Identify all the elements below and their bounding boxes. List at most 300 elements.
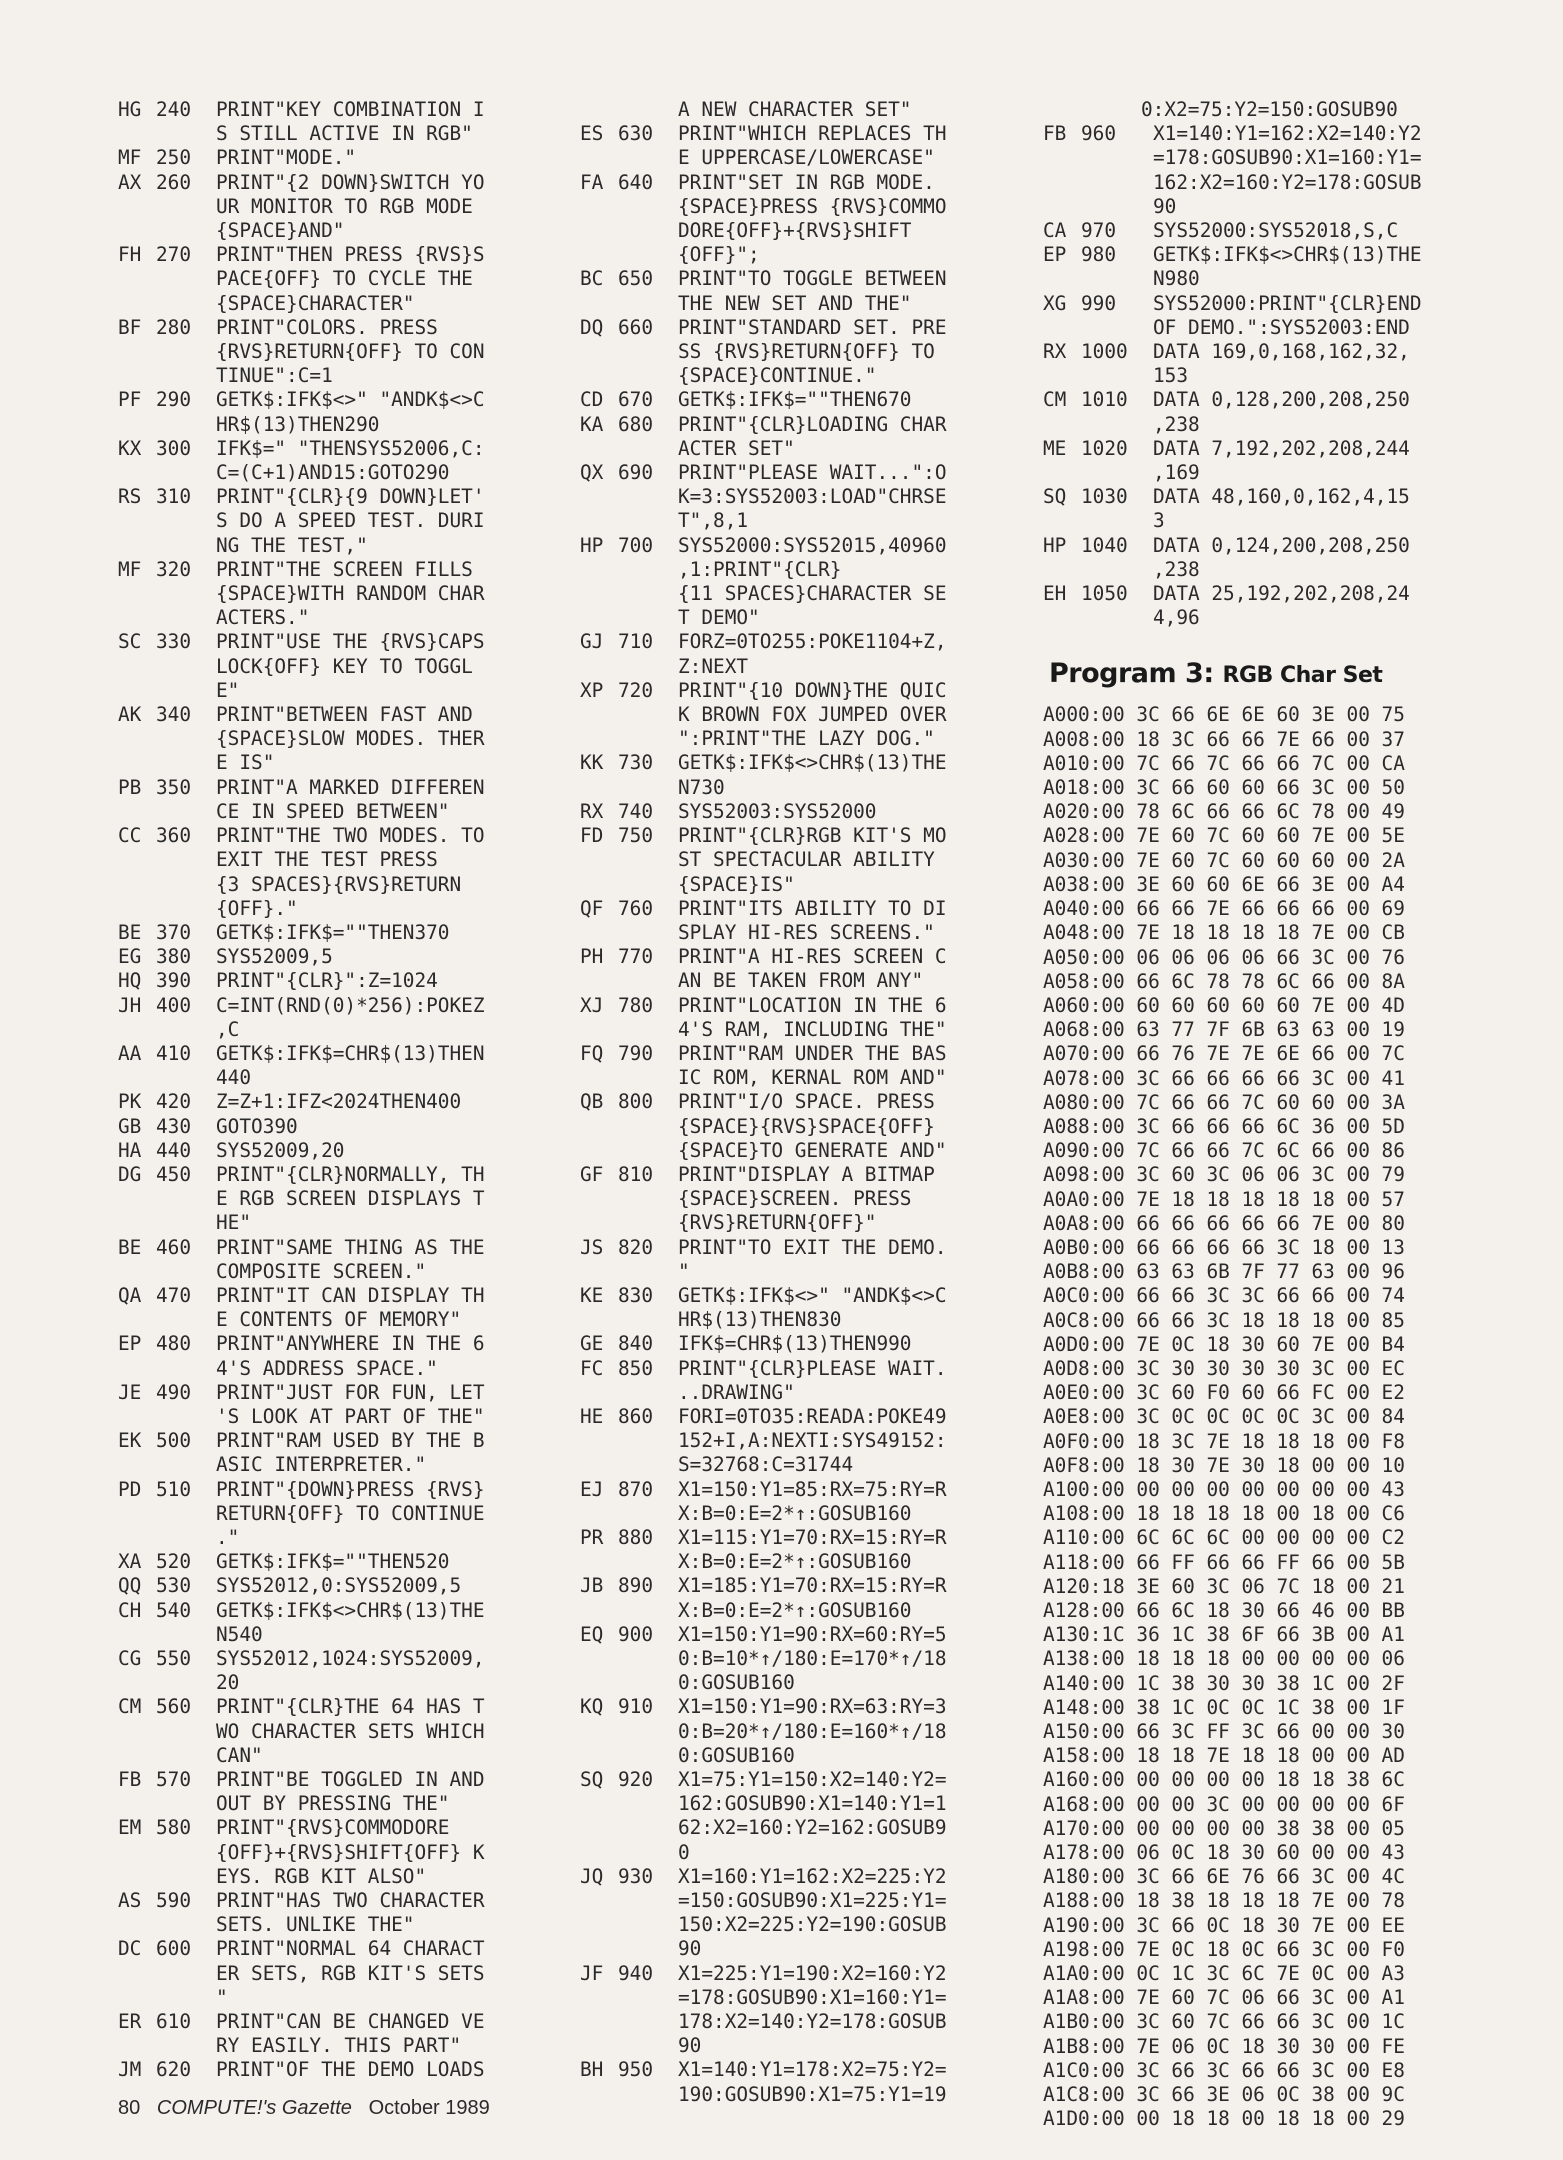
listing-line xyxy=(580,1865,1030,1962)
statement-row: SYS52003:SYS52000 xyxy=(678,799,877,823)
statement-row: {SPACE}CHARACTER" xyxy=(216,291,415,315)
program-3-title: Program 3: xyxy=(1049,658,1214,690)
line-number: 510 xyxy=(156,1477,192,1501)
statement xyxy=(216,98,552,146)
line-number: 660 xyxy=(618,315,654,339)
statement xyxy=(678,1236,1014,1284)
listing-line xyxy=(580,945,1030,993)
statement-row: ACTERS." xyxy=(216,606,310,630)
listing-line xyxy=(118,1647,568,1695)
statement-row: DORE{OFF}+{RVS}SHIFT xyxy=(678,219,912,243)
statement-row: ":PRINT"THE LAZY DOG." xyxy=(678,727,935,751)
line-number: 280 xyxy=(156,315,192,339)
listing-line xyxy=(118,1042,568,1090)
hex-line: A038:00 3E 60 60 6E 66 3E 00 A4 xyxy=(1043,872,1405,896)
listing-line xyxy=(118,2058,568,2082)
statement-row: S STILL ACTIVE IN RGB" xyxy=(216,122,473,146)
checksum-code: BE xyxy=(118,920,142,944)
statement-row: N540 xyxy=(216,1622,263,1646)
checksum-code: SC xyxy=(118,630,142,654)
statement xyxy=(216,2010,552,2058)
line-number: 680 xyxy=(618,412,654,436)
line-number: 850 xyxy=(618,1356,654,1380)
line-number: 420 xyxy=(156,1090,192,1114)
statement-row: PRINT"CAN BE CHANGED VE xyxy=(216,2010,485,2034)
line-number: 1020 xyxy=(1081,436,1128,460)
statement-row: PRINT"{CLR}{9 DOWN}LET' xyxy=(216,485,485,509)
hex-line: A0F8:00 18 30 7E 30 18 00 00 10 xyxy=(1043,1453,1405,1477)
hex-line: A0E8:00 3C 0C 0C 0C 0C 3C 00 84 xyxy=(1043,1405,1405,1429)
statement-row: IFK$=CHR$(13)THEN990 xyxy=(678,1332,912,1356)
statement-row: C=INT(RND(0)*256):POKEZ xyxy=(216,993,485,1017)
listing-line xyxy=(580,171,1030,268)
statement-row: E CONTENTS OF MEMORY" xyxy=(216,1308,462,1332)
statement-row: E RGB SCREEN DISPLAYS T xyxy=(216,1187,485,1211)
statement xyxy=(678,316,1014,389)
statement-row: PRINT"LOCATION IN THE 6 xyxy=(678,993,947,1017)
statement-row: DATA 7,192,202,208,244 xyxy=(1153,436,1410,460)
statement-row: X1=160:Y1=162:X2=225:Y2 xyxy=(678,1864,947,1888)
hex-line: A030:00 7E 60 7C 60 60 60 00 2A xyxy=(1043,848,1405,872)
statement-row: X:B=0:E=2*↑:GOSUB160 xyxy=(678,1550,912,1574)
statement-row: 90 xyxy=(678,1937,702,1961)
line-number: 380 xyxy=(156,945,192,969)
hex-line: A118:00 66 FF 66 66 FF 66 00 5B xyxy=(1043,1550,1405,1574)
hex-line: A088:00 3C 66 66 66 6C 36 00 5D xyxy=(1043,1114,1405,1138)
statement xyxy=(216,1937,552,2010)
statement-row: PRINT"OF THE DEMO LOADS xyxy=(216,2058,485,2082)
statement-row: SYS52009,20 xyxy=(216,1138,345,1162)
checksum-code: JQ xyxy=(580,1864,604,1888)
checksum-code: GE xyxy=(580,1332,604,1356)
statement xyxy=(216,146,552,170)
statement-row: T DEMO" xyxy=(678,606,760,630)
listing-line xyxy=(118,485,568,558)
statement-row: 3 xyxy=(1153,509,1165,533)
hex-line: A028:00 7E 60 7C 60 60 7E 00 5E xyxy=(1043,824,1405,848)
line-number: 890 xyxy=(618,1574,654,1598)
statement-row: PRINT"BETWEEN FAST AND xyxy=(216,703,473,727)
statement-row: 0:GOSUB160 xyxy=(678,1743,795,1767)
statement-row: PRINT"MODE." xyxy=(216,146,357,170)
line-number: 370 xyxy=(156,920,192,944)
listing-line xyxy=(580,751,1030,799)
listing-line xyxy=(580,1357,1030,1405)
checksum-code: GB xyxy=(118,1114,142,1138)
checksum-code: GF xyxy=(580,1162,604,1186)
checksum-code: QA xyxy=(118,1283,142,1307)
statement xyxy=(216,1574,552,1598)
checksum-code: JE xyxy=(118,1380,142,1404)
checksum-code: SQ xyxy=(1043,485,1067,509)
statement xyxy=(1043,98,1398,122)
statement-row: {SPACE}PRESS {RVS}COMMO xyxy=(678,194,947,218)
checksum-code: EJ xyxy=(580,1477,604,1501)
line-number: 770 xyxy=(618,945,654,969)
checksum-code: DQ xyxy=(580,315,604,339)
checksum-code: KA xyxy=(580,412,604,436)
listing-line xyxy=(118,1429,568,1477)
listing-line xyxy=(118,98,568,146)
statement-row: DATA 25,192,202,208,24 xyxy=(1153,582,1410,606)
statement-row: CAN" xyxy=(216,1743,263,1767)
page-number: 80 xyxy=(118,2097,141,2119)
checksum-code: XP xyxy=(580,678,604,702)
statement-row: PRINT"{10 DOWN}THE QUIC xyxy=(678,678,947,702)
line-number: 290 xyxy=(156,388,192,412)
checksum-code: MF xyxy=(118,146,142,170)
line-number: 1030 xyxy=(1081,485,1128,509)
hex-line: A0B8:00 63 63 6B 7F 77 63 00 96 xyxy=(1043,1260,1405,1284)
statement xyxy=(678,2058,1014,2106)
listing-line xyxy=(1043,485,1503,533)
statement-row: =150:GOSUB90:X1=225:Y1= xyxy=(678,1889,947,1913)
hex-line: A198:00 7E 0C 18 0C 66 3C 00 F0 xyxy=(1043,1937,1405,1961)
listing-line xyxy=(580,1405,1030,1478)
checksum-code: CM xyxy=(1043,388,1067,412)
statement-row: GETK$:IFK$<>" "ANDK$<>C xyxy=(678,1283,947,1307)
line-number: 590 xyxy=(156,1889,192,1913)
statement xyxy=(678,267,1014,315)
statement-row: X1=150:Y1=90:RX=63:RY=3 xyxy=(678,1695,947,1719)
statement-row: PRINT"I/O SPACE. PRESS xyxy=(678,1090,935,1114)
statement xyxy=(1153,388,1489,436)
hex-line: A1C8:00 3C 66 3E 06 0C 38 00 9C xyxy=(1043,2083,1405,2107)
statement-row: GETK$:IFK$=""THEN520 xyxy=(216,1550,450,1574)
statement-row: SPLAY HI-RES SCREENS." xyxy=(678,920,935,944)
line-number: 880 xyxy=(618,1525,654,1549)
statement-row: FORI=0TO35:READA:POKE49 xyxy=(678,1404,947,1428)
hex-line: A178:00 06 0C 18 30 60 00 00 43 xyxy=(1043,1841,1405,1865)
listing-line xyxy=(118,1599,568,1647)
statement-row: Z:NEXT xyxy=(678,654,749,678)
statement-row: {RVS}RETURN{OFF}" xyxy=(678,1211,877,1235)
hex-dump xyxy=(1043,703,1503,2131)
statement-row: X1=140:Y1=162:X2=140:Y2 xyxy=(1153,122,1422,146)
hex-line: A098:00 3C 60 3C 06 06 3C 00 79 xyxy=(1043,1163,1405,1187)
listing-line xyxy=(118,146,568,170)
statement-row: DATA 169,0,168,162,32, xyxy=(1153,340,1410,364)
line-number: 550 xyxy=(156,1647,192,1670)
hex-line: A0C0:00 66 66 3C 3C 66 66 00 74 xyxy=(1043,1284,1405,1308)
checksum-code: EQ xyxy=(580,1622,604,1646)
statement xyxy=(216,703,552,776)
statement-row: X1=115:Y1=70:RX=15:RY=R xyxy=(678,1525,947,1549)
statement-row: RY EASILY. THIS PART" xyxy=(216,2034,462,2058)
listing-line xyxy=(118,630,568,703)
line-number: 840 xyxy=(618,1332,654,1356)
listing-column-1 xyxy=(118,98,568,2083)
checksum-code: FB xyxy=(1043,122,1067,146)
line-number: 610 xyxy=(156,2010,192,2034)
checksum-code: CD xyxy=(580,388,604,412)
statement-row: N730 xyxy=(678,775,725,799)
statement xyxy=(1153,534,1489,582)
line-number: 780 xyxy=(618,993,654,1017)
statement xyxy=(216,1768,552,1816)
listing-line xyxy=(580,897,1030,945)
checksum-code: RS xyxy=(118,485,142,509)
statement-row: GETK$:IFK$<>CHR$(13)THE xyxy=(678,751,947,775)
listing-line xyxy=(580,630,1030,678)
statement xyxy=(1153,292,1489,340)
statement xyxy=(216,994,552,1042)
line-number: 490 xyxy=(156,1380,192,1404)
statement-row: 62:X2=160:Y2=162:GOSUB9 xyxy=(678,1816,947,1840)
checksum-code: DG xyxy=(118,1162,142,1186)
listing-line xyxy=(118,388,568,436)
statement-row: X1=150:Y1=90:RX=60:RY=5 xyxy=(678,1622,947,1646)
listing-line xyxy=(118,558,568,631)
line-number: 800 xyxy=(618,1090,654,1114)
statement-row: GETK$:IFK$=""THEN370 xyxy=(216,920,450,944)
listing-line xyxy=(118,776,568,824)
statement-row: PRINT"STANDARD SET. PRE xyxy=(678,315,947,339)
statement-row: PRINT"IT CAN DISPLAY TH xyxy=(216,1283,485,1307)
statement-row: OF DEMO.":SYS52003:END xyxy=(1153,315,1410,339)
statement-row: EYS. RGB KIT ALSO" xyxy=(216,1864,427,1888)
statement xyxy=(678,171,1014,268)
listing-line xyxy=(118,316,568,389)
statement-row: IFK$=" "THENSYS52006,C: xyxy=(216,436,485,460)
statement-row: GETK$:IFK$<>CHR$(13)THE xyxy=(1153,243,1422,267)
statement-row: PRINT"{CLR}":Z=1024 xyxy=(216,969,438,993)
statement-row: ..DRAWING" xyxy=(678,1380,795,1404)
statement xyxy=(678,461,1014,534)
checksum-code: HA xyxy=(118,1138,142,1162)
checksum-code: ME xyxy=(1043,436,1067,460)
statement-row: PRINT"THE SCREEN FILLS xyxy=(216,557,473,581)
listing-line xyxy=(118,1768,568,1816)
hex-line: A150:00 66 3C FF 3C 66 00 00 30 xyxy=(1043,1720,1405,1743)
listing-line xyxy=(118,1478,568,1551)
checksum-code: XA xyxy=(118,1550,142,1574)
statement xyxy=(216,776,552,824)
line-number: 400 xyxy=(156,993,192,1017)
statement xyxy=(216,1381,552,1429)
hex-line: A100:00 00 00 00 00 00 00 00 43 xyxy=(1043,1477,1405,1501)
listing-line xyxy=(1043,292,1503,340)
hex-line: A020:00 78 6C 66 66 6C 78 00 49 xyxy=(1043,800,1405,824)
hex-line: A0C8:00 66 66 3C 18 18 18 00 85 xyxy=(1043,1308,1405,1332)
statement xyxy=(216,388,552,436)
statement-row: GETK$:IFK$=""THEN670 xyxy=(678,388,912,412)
statement-row: PRINT"A MARKED DIFFEREN xyxy=(216,775,485,799)
hex-line: A0A8:00 66 66 66 66 66 7E 00 80 xyxy=(1043,1211,1405,1235)
statement-row: FORZ=0TO255:POKE1104+Z, xyxy=(678,630,947,654)
statement-row: S DO A SPEED TEST. DURI xyxy=(216,509,485,533)
checksum-code: EK xyxy=(118,1429,142,1453)
statement-row: {11 SPACES}CHARACTER SE xyxy=(678,582,947,606)
listing-line xyxy=(580,994,1030,1042)
statement xyxy=(1153,437,1489,485)
listing-line xyxy=(118,1889,568,1937)
statement-row: =178:GOSUB90:X1=160:Y1= xyxy=(678,1985,947,2009)
hex-line: A180:00 3C 66 6E 76 66 3C 00 4C xyxy=(1043,1865,1405,1889)
line-number: 640 xyxy=(618,170,654,194)
checksum-code: EG xyxy=(118,945,142,969)
listing-line xyxy=(118,1090,568,1114)
line-number: 1050 xyxy=(1081,582,1128,606)
statement-row: LOCK{OFF} KEY TO TOGGL xyxy=(216,654,473,678)
line-number: 970 xyxy=(1081,219,1117,243)
statement-row: 4'S ADDRESS SPACE." xyxy=(216,1356,438,1380)
line-number: 930 xyxy=(618,1864,654,1888)
statement xyxy=(1153,122,1489,219)
statement-row: PRINT"COLORS. PRESS xyxy=(216,315,438,339)
listing-line xyxy=(580,800,1030,824)
listing-line xyxy=(1043,388,1503,436)
line-number: 670 xyxy=(618,388,654,412)
statement-row: ,C xyxy=(216,1017,240,1041)
statement xyxy=(678,1090,1014,1163)
hex-line: A090:00 7C 66 66 7C 6C 66 00 86 xyxy=(1043,1139,1405,1163)
hex-line: A080:00 7C 66 66 7C 60 60 00 3A xyxy=(1043,1090,1405,1114)
statement-row: {OFF}." xyxy=(216,896,298,920)
statement xyxy=(1153,340,1489,388)
line-number: 980 xyxy=(1081,243,1117,267)
hex-line: A008:00 18 3C 66 66 7E 66 00 37 xyxy=(1043,727,1405,751)
checksum-code: KK xyxy=(580,751,604,775)
listing-line xyxy=(1043,437,1503,485)
statement-row: PRINT"{CLR}PLEASE WAIT. xyxy=(678,1356,947,1380)
checksum-code: JM xyxy=(118,2058,142,2082)
statement xyxy=(678,630,1014,678)
checksum-code: HP xyxy=(1043,533,1067,557)
line-number: 1040 xyxy=(1081,533,1128,557)
statement xyxy=(216,437,552,485)
hex-line: A1B0:00 3C 60 7C 66 66 3C 00 1C xyxy=(1043,2010,1405,2034)
hex-line: A120:18 3E 60 3C 06 7C 18 00 21 xyxy=(1043,1574,1405,1598)
statement-row: {SPACE}WITH RANDOM CHAR xyxy=(216,582,485,606)
checksum-code: BE xyxy=(118,1235,142,1259)
listing-line xyxy=(118,921,568,945)
statement-row: {SPACE}CONTINUE." xyxy=(678,364,877,388)
listing-line xyxy=(580,1236,1030,1284)
statement-row: 90 xyxy=(678,2034,702,2058)
statement-row: SS {RVS}RETURN{OFF} TO xyxy=(678,340,935,364)
statement-row: DATA 48,160,0,162,4,15 xyxy=(1153,485,1410,509)
statement-row: X1=75:Y1=150:X2=140:Y2= xyxy=(678,1768,947,1792)
statement-row: {SPACE}TO GENERATE AND" xyxy=(678,1138,947,1162)
statement xyxy=(678,413,1014,461)
statement-row: PRINT"{RVS}COMMODORE xyxy=(216,1816,450,1840)
statement xyxy=(216,485,552,558)
checksum-code: FC xyxy=(580,1356,604,1380)
statement xyxy=(1153,485,1489,533)
line-number: 530 xyxy=(156,1574,192,1598)
listing-line xyxy=(580,1090,1030,1163)
statement xyxy=(216,1139,552,1163)
line-number: 710 xyxy=(618,630,654,654)
statement-row: PRINT"{2 DOWN}SWITCH YO xyxy=(216,170,485,194)
listing-line xyxy=(118,945,568,969)
listing-line xyxy=(1043,534,1503,582)
statement-row: PRINT"HAS TWO CHARACTER xyxy=(216,1889,485,1913)
statement xyxy=(216,1284,552,1332)
listing-line xyxy=(580,1478,1030,1526)
checksum-code: JH xyxy=(118,993,142,1017)
checksum-code: PK xyxy=(118,1090,142,1114)
statement-row: 0:X2=75:Y2=150:GOSUB90 xyxy=(1141,98,1398,121)
line-number: 650 xyxy=(618,267,654,291)
line-number: 960 xyxy=(1081,122,1117,146)
listing-line xyxy=(1043,122,1503,219)
statement-row: PRINT"ITS ABILITY TO DI xyxy=(678,896,947,920)
statement-row: HR$(13)THEN290 xyxy=(216,412,380,436)
line-number: 1000 xyxy=(1081,340,1128,364)
line-number: 260 xyxy=(156,170,192,194)
line-number: 350 xyxy=(156,775,192,799)
statement-row: {SPACE}AND" xyxy=(216,219,345,243)
statement xyxy=(678,1478,1014,1526)
statement-row: K=3:SYS52003:LOAD"CHRSE xyxy=(678,485,947,509)
statement xyxy=(216,243,552,316)
statement-row: PRINT"JUST FOR FUN, LET xyxy=(216,1380,485,1404)
listing-line xyxy=(118,1574,568,1598)
checksum-code: KX xyxy=(118,436,142,460)
checksum-code: CH xyxy=(118,1598,142,1622)
statement-row: =178:GOSUB90:X1=160:Y1= xyxy=(1153,146,1422,170)
checksum-code: QB xyxy=(580,1090,604,1114)
hex-line: A1A0:00 0C 1C 3C 6C 7E 0C 00 A3 xyxy=(1043,1962,1405,1986)
listing-line xyxy=(580,1163,1030,1236)
statement-row: RETURN{OFF} TO CONTINUE xyxy=(216,1501,485,1525)
checksum-code: EP xyxy=(1043,243,1067,267)
hex-line: A158:00 18 18 7E 18 18 00 00 AD xyxy=(1043,1744,1405,1768)
statement-row: SETS. UNLIKE THE" xyxy=(216,1913,415,1937)
listing-line xyxy=(118,1139,568,1163)
listing-line xyxy=(118,994,568,1042)
hex-line: A060:00 60 60 60 60 60 7E 00 4D xyxy=(1043,993,1405,1017)
hex-line: A1A8:00 7E 60 7C 06 66 3C 00 A1 xyxy=(1043,1986,1405,2010)
statement xyxy=(216,558,552,631)
statement xyxy=(678,1163,1014,1236)
statement-row: PRINT"SAME THING AS THE xyxy=(216,1235,485,1259)
line-number: 790 xyxy=(618,1041,654,1065)
statement-row: ,169 xyxy=(1153,461,1200,485)
listing-line xyxy=(580,2058,1030,2106)
listing-line xyxy=(580,1695,1030,1768)
hex-line: A018:00 3C 66 60 60 66 3C 00 50 xyxy=(1043,776,1405,800)
statement-row: C=(C+1)AND15:GOTO290 xyxy=(216,461,450,485)
statement-row: PRINT"TO EXIT THE DEMO. xyxy=(678,1235,947,1259)
statement xyxy=(216,1816,552,1889)
checksum-code: XG xyxy=(1043,291,1067,315)
statement-row: SYS52009,5 xyxy=(216,945,333,969)
checksum-code: BC xyxy=(580,267,604,291)
listing-line xyxy=(118,1937,568,2010)
statement xyxy=(678,1357,1014,1405)
checksum-code: HG xyxy=(118,98,142,121)
checksum-code: PB xyxy=(118,775,142,799)
hex-line: A0E0:00 3C 60 F0 60 66 FC 00 E2 xyxy=(1043,1381,1405,1405)
listing-column-3 xyxy=(1043,98,1503,2131)
line-number: 460 xyxy=(156,1235,192,1259)
checksum-code: AX xyxy=(118,170,142,194)
statement-row: AN BE TAKEN FROM ANY" xyxy=(678,969,924,993)
statement-row: 20 xyxy=(216,1671,240,1695)
statement-row: N980 xyxy=(1153,267,1200,291)
statement-row: CE IN SPEED BETWEEN" xyxy=(216,799,450,823)
line-number: 320 xyxy=(156,557,192,581)
listing-line xyxy=(1043,340,1503,388)
statement xyxy=(678,1526,1014,1574)
listing-line xyxy=(580,1574,1030,1622)
listing-line xyxy=(580,1526,1030,1574)
line-number: 940 xyxy=(618,1961,654,1985)
checksum-code: HP xyxy=(580,533,604,557)
